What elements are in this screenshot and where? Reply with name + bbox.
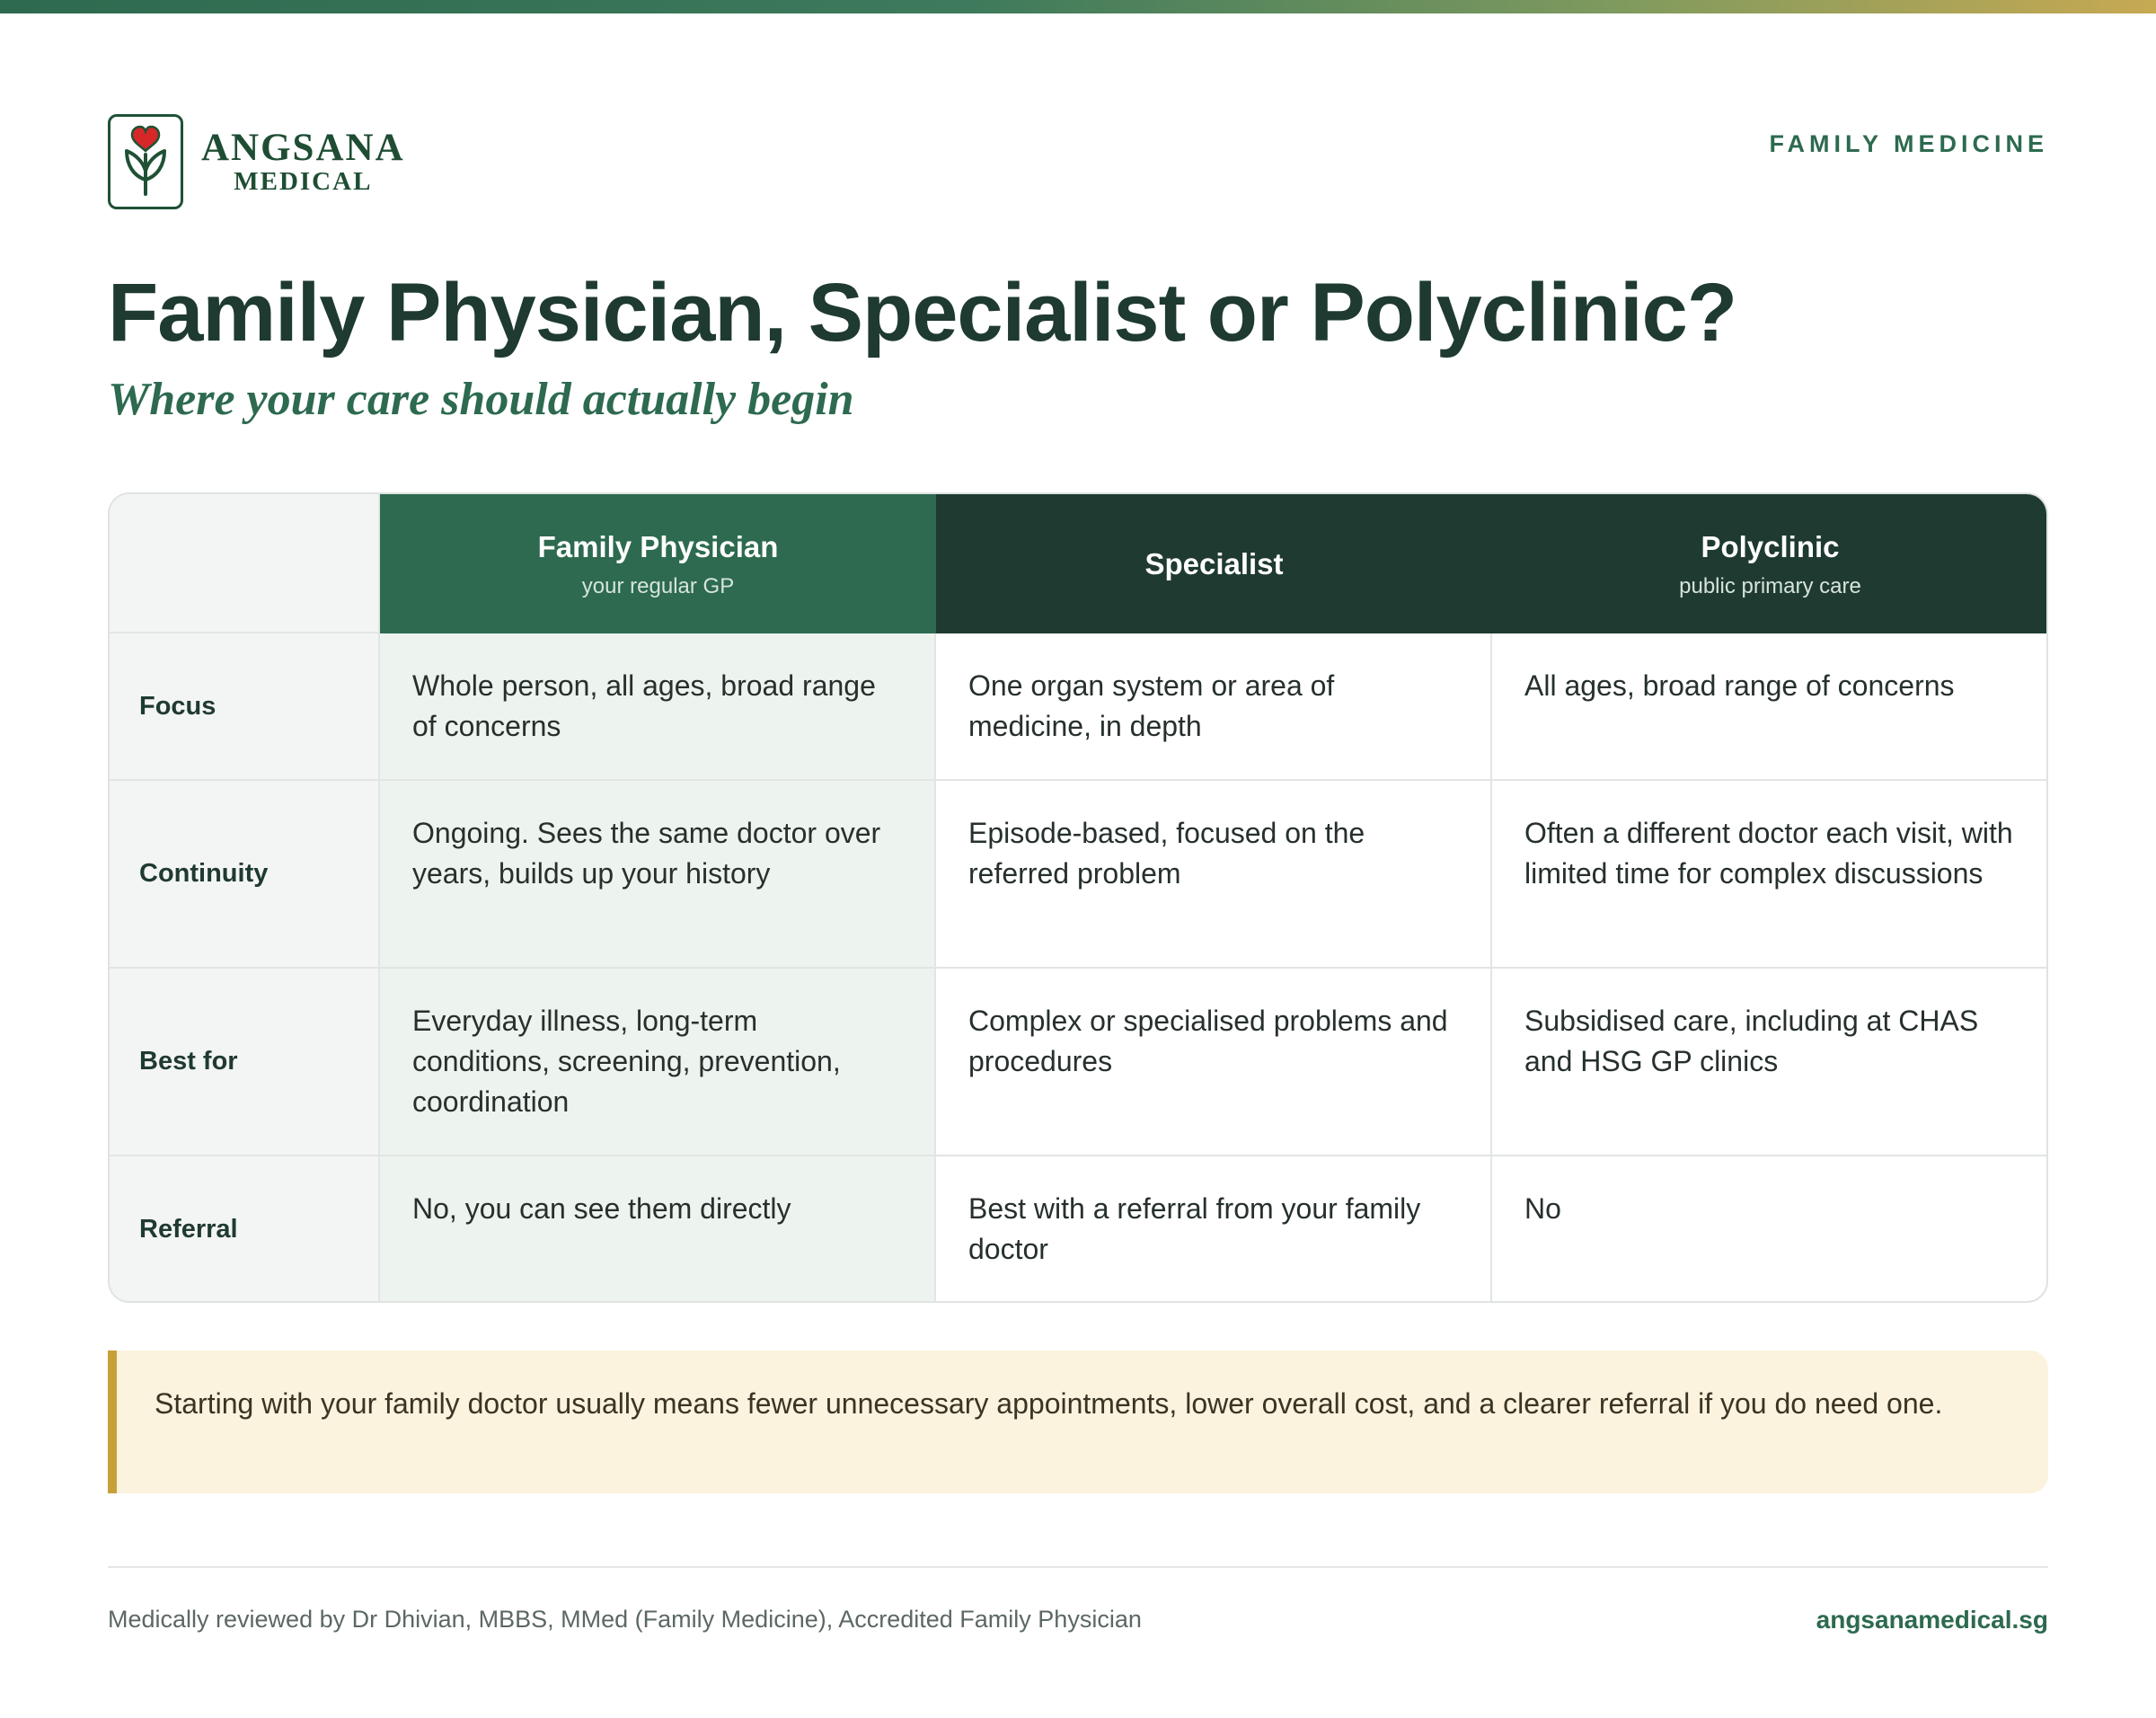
website-link[interactable]: angsanamedical.sg [1816,1606,2048,1634]
table-cell: Often a different doctor each visit, with limited time for complex discussions [1492,781,2048,969]
comparison-table [108,492,2048,1303]
row-label-continuity: Continuity [110,781,380,969]
footer-divider [108,1566,2048,1568]
category-label: FAMILY MEDICINE [1769,130,2048,157]
column-name: Family Physician [537,529,779,563]
row-label-focus: Focus [110,633,380,781]
table-cell: No [1524,1192,1561,1225]
table-cell: Everyday illness, long-term conditions, screening, prevention, coordination [380,969,936,1156]
row-label-referral: Referral [110,1156,380,1303]
brand-sub: MEDICAL [234,167,373,196]
top-accent-bar [0,0,2156,13]
page-title: Family Physician, Specialist or Polyclinic? [108,267,1737,359]
brand-logo [108,114,405,209]
table-cell: Ongoing. Sees the same doctor over years, builds up your history [380,781,936,969]
leaf-heart-icon [108,114,183,209]
page-subtitle: Where your care should actually begin [108,374,854,425]
table-cell: Episode-based, focused on the referred problem [936,781,1492,969]
column-note: your regular GP [581,573,735,598]
column-name: Polyclinic [1701,529,1840,563]
table-cell: Subsidised care, including at CHAS and HSG GP clinics [1492,969,2048,1156]
table-cell: No, you can see them directly [380,1156,936,1303]
row-label-best-for: Best for [110,969,380,1156]
callout-note: Starting with your family doctor usually means fewer unnecessary appointments, lower overall cost, and a clearer referral if you do need one. [108,1350,2048,1493]
column-header-family-physician [380,494,936,633]
reviewer-credit: Medically reviewed by Dr Dhivian, MBBS, MMed (Family Medicine), Accredited Family Physician [108,1606,1142,1633]
table-corner [110,494,380,633]
brand-name: ANGSANA [201,127,405,169]
table-cell: Whole person, all ages, broad range of concerns [380,633,936,781]
column-header-polyclinic [1492,494,2048,633]
column-name: Specialist [1144,546,1284,580]
table-cell: One organ system or area of medicine, in depth [936,633,1492,781]
table-cell: Best with a referral from your family doctor [936,1156,1492,1303]
table-cell: Complex or specialised problems and procedures [936,969,1492,1156]
column-header-specialist [936,494,1492,633]
column-note: public primary care [1679,573,1861,598]
table-cell: All ages, broad range of concerns [1492,633,2048,781]
